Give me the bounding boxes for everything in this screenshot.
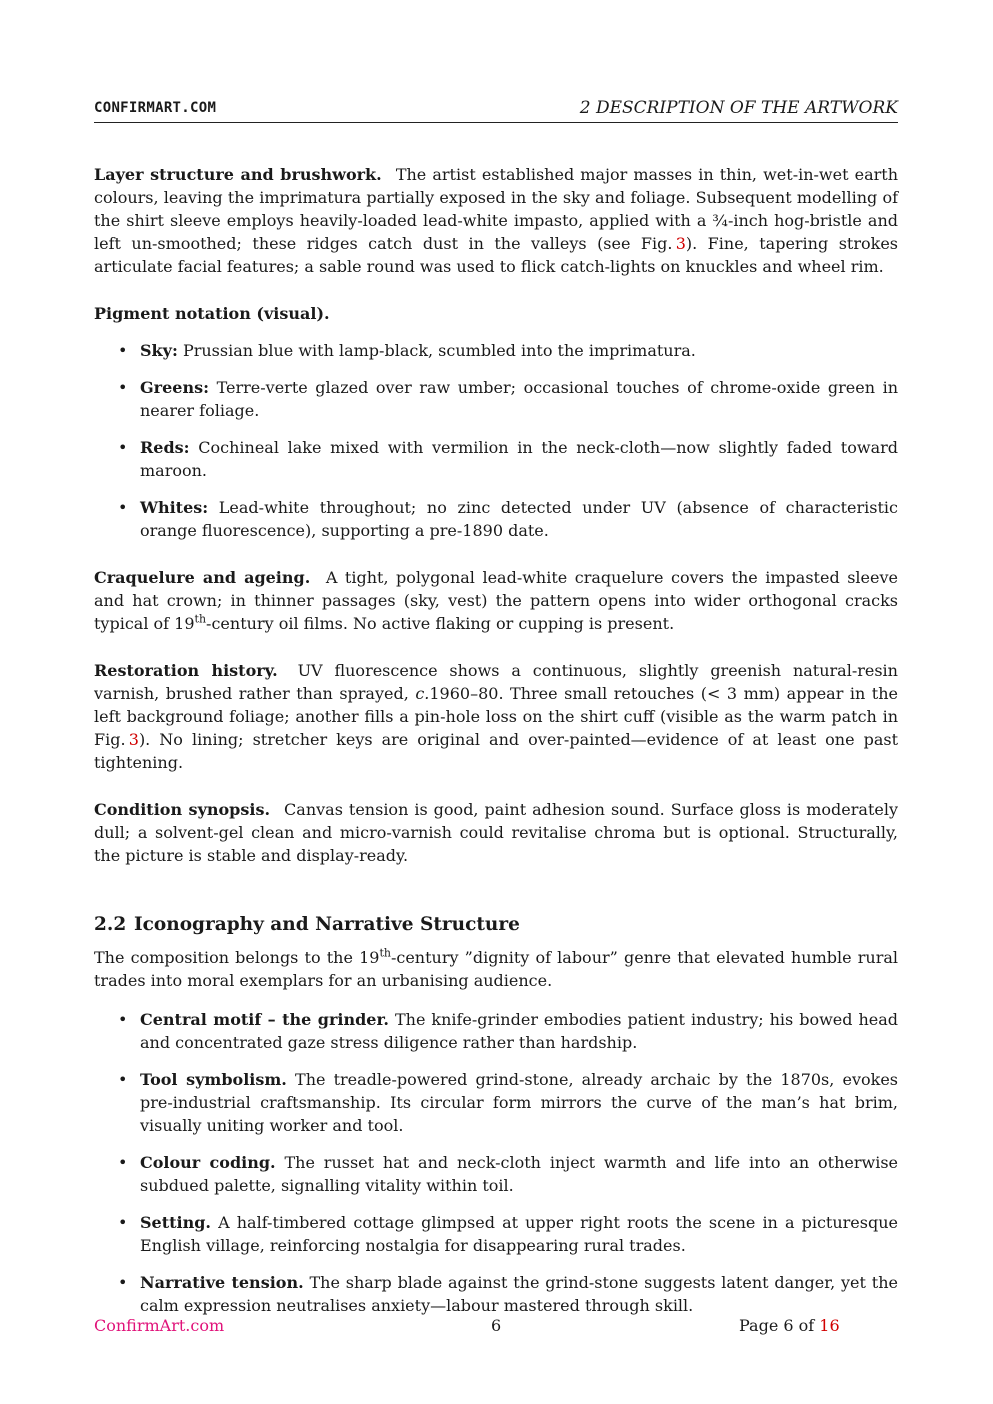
list-item-label: Sky:: [140, 341, 178, 360]
list-item: [94, 1008, 898, 1054]
list-item-label: Whites:: [140, 498, 209, 517]
page-total-link[interactable]: 16: [819, 1316, 840, 1335]
list-item: [94, 1211, 898, 1257]
paragraph-lead: Layer structure and brushwork.: [94, 165, 382, 184]
figure-ref-link[interactable]: 3: [675, 234, 686, 253]
list-item-label: Reds:: [140, 438, 190, 457]
list-item-label: Tool symbolism.: [140, 1070, 287, 1089]
list-item-text: Cochineal lake mixed with vermilion in the neck-cloth—now slightly faded toward maroon.: [140, 438, 898, 480]
list-item: [94, 1151, 898, 1197]
list-item-text: The knife-grinder embodies patient industry; his bowed head and concentrated gaze stress diligence rather than hardship.: [140, 1010, 898, 1052]
list-item-label: Setting.: [140, 1213, 211, 1232]
list-item-text: The russet hat and neck-cloth inject warmth and life into an otherwise subdued palette, signalling vitality within toil.: [140, 1153, 899, 1195]
paragraph-text: UV fluorescence shows a continuous, slightly greenish natural-resin varnish, brushed rather than sprayed,: [94, 661, 898, 703]
pigment-heading: [94, 302, 898, 325]
page-label: Page 6 of: [739, 1316, 815, 1335]
section-heading: [94, 913, 898, 936]
figure-ref-link[interactable]: 3: [128, 730, 139, 749]
section-title: Iconography and Narrative Structure: [134, 914, 520, 935]
list-item-label: Colour coding.: [140, 1153, 276, 1172]
list-item: [94, 1068, 898, 1137]
paragraph-text: A tight, polygonal lead-white craquelure covers the impasted sleeve and hat crown; in thinner passages (sky, vest) the pattern opens into wider orthogonal cracks typical of 19: [94, 568, 898, 633]
circa-abbrev: c.: [415, 684, 430, 703]
paragraph-text: ). No lining; stretcher keys are original and over-painted—evidence of at least one past tightening.: [94, 730, 898, 772]
paragraph-restoration: [94, 659, 898, 774]
list-item-text: Terre-verte glazed over raw umber; occasional touches of chrome-oxide green in nearer foliage.: [140, 378, 899, 420]
paragraph-text: 1960–80. Three small retouches (< 3 mm) appear in the left background foliage; another fills a pin-hole loss on the shirt cuff (visible as the warm patch in Fig.: [94, 684, 898, 749]
paragraph-text: -century oil films. No active flaking or cupping is present.: [206, 614, 675, 633]
footer-site-link[interactable]: ConfirmArt.com: [94, 1316, 225, 1335]
paragraph-lead: Condition synopsis.: [94, 800, 271, 819]
list-item-text: The treadle-powered grind-stone, already archaic by the 1870s, evokes pre-industrial craftsmanship. Its circular form mirrors the curve of the man’s hat brim, visually uniting worker and tool.: [140, 1070, 899, 1135]
list-item: [94, 1271, 898, 1317]
list-item: [94, 496, 898, 542]
list-item-label: Greens:: [140, 378, 209, 397]
pigment-heading-text: Pigment notation (visual).: [94, 304, 330, 323]
site-logo: CONFIRMART.COM: [94, 100, 217, 116]
superscript: th: [194, 612, 207, 626]
page-header: [94, 98, 898, 123]
list-item-label: Central motif – the grinder.: [140, 1010, 389, 1029]
paragraph-condition: [94, 798, 898, 867]
paragraph-text: The composition belongs to the 19: [94, 948, 380, 967]
paragraph-text: ). Fine, tapering strokes articulate facial features; a sable round was used to flick catch-lights on knuckles and wheel rim.: [94, 234, 898, 276]
list-item-label: Narrative tension.: [140, 1273, 304, 1292]
list-item-text: Prussian blue with lamp-black, scumbled into the imprimatura.: [182, 341, 696, 360]
list-item: [94, 339, 898, 362]
superscript: th: [379, 946, 391, 960]
paragraph-lead: Craquelure and ageing.: [94, 568, 311, 587]
paragraph-text: The artist established major masses in thin, wet-in-wet earth colours, leaving the imprimatura partially exposed in the sky and foliage. Subsequent modelling of the shirt sleeve employs heavily-loaded lead-white impasto, applied with a ¾-inch hog-bristle and left un-smoothed; these ridges catch dust in the valleys (see Fig.: [94, 165, 899, 253]
page-footer: [94, 1316, 898, 1340]
list-item-text: The sharp blade against the grind-stone suggests latent danger, yet the calm expression neutralises anxiety—labour mastered through skill.: [140, 1273, 898, 1315]
footer-page-number: 6: [491, 1316, 502, 1335]
list-item-text: Lead-white throughout; no zinc detected under UV (absence of characteristic orange fluorescence), supporting a pre-1890 date.: [140, 498, 898, 540]
paragraph-text: -century ”dignity of labour” genre that elevated humble rural trades into moral exemplars for an urbanising audience.: [94, 948, 898, 990]
paragraph-lead: Restoration history.: [94, 661, 278, 680]
footer-page-count: [739, 1316, 840, 1335]
list-item-text: A half-timbered cottage glimpsed at upper right roots the scene in a picturesque English village, reinforcing nostalgia for disappearing rural trades.: [140, 1213, 898, 1255]
list-item: [94, 436, 898, 482]
running-section-title: 2 DESCRIPTION OF THE ARTWORK: [579, 98, 898, 118]
paragraph-text: Canvas tension is good, paint adhesion sound. Surface gloss is moderately dull; a solvent-gel clean and micro-varnish could revitalise chroma but is optional. Structurally, the picture is stable and display-ready.: [94, 800, 899, 865]
list-item: [94, 376, 898, 422]
section-number: 2.2: [94, 914, 127, 935]
page-body: [94, 163, 898, 1331]
paragraph-craquelure: [94, 566, 898, 635]
iconography-list: [94, 1008, 898, 1317]
paragraph-layer-structure: [94, 163, 898, 278]
pigment-list: [94, 339, 898, 542]
section-intro: [94, 946, 898, 992]
